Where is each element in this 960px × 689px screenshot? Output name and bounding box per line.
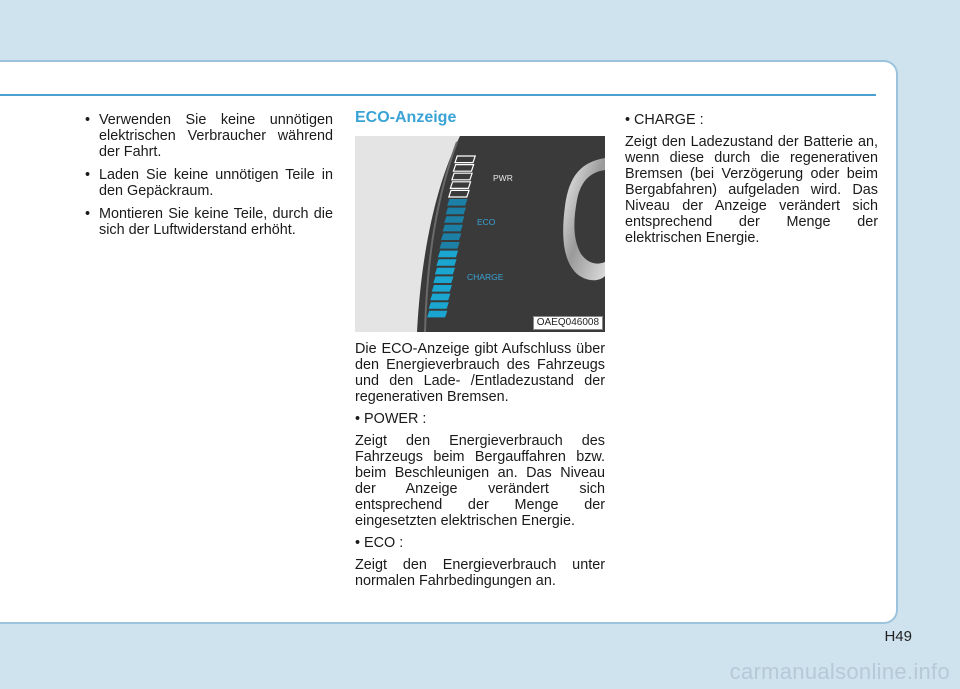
header-rule — [0, 94, 876, 96]
pwr-label: PWR — [493, 173, 513, 183]
list-item: • Laden Sie keine unnötigen Teile in den Gepäckraum. — [75, 167, 333, 199]
right-column — [625, 112, 878, 252]
gauge-bar-segment — [441, 233, 461, 240]
power-label: • POWER : — [355, 411, 427, 427]
charge-description: Zeigt den Ladezustand der Batterie an, wenn diese durch die regenerativen Bremsen (bei Verzögerung oder beim Bergabfahren) aufgeladen wird. Das Niveau der Anzeige verändert sich entsprechend der Menge der elektrischen Energie. — [625, 134, 878, 246]
gauge-bar-segment — [446, 208, 466, 215]
intro-paragraph: Die ECO-Anzeige gibt Aufschluss über den Energieverbrauch des Fahrzeugs und den Lade- /Entladezustand der regenerativen Bremsen. — [355, 341, 605, 405]
eco-label: • ECO : — [355, 535, 404, 551]
gauge-bar-segment — [438, 251, 458, 258]
middle-column — [355, 110, 605, 595]
page-number: H49 — [884, 628, 912, 645]
manual-page — [0, 60, 898, 624]
eco-gauge-illustration — [355, 136, 605, 332]
section-heading: ECO-Anzeige — [355, 109, 457, 126]
figure-code: OAEQ046008 — [533, 316, 603, 330]
eco-label: ECO — [477, 217, 496, 227]
power-description: Zeigt den Energieverbrauch des Fahrzeugs beim Bergauffahren bzw. beim Beschleunigen an. Das Niveau der Anzeige verändert sich entsprechend der Menge der eingesetzten elektrischen Energie. — [355, 433, 605, 529]
gauge-bar-segment — [429, 302, 449, 309]
eco-description: Zeigt den Energieverbrauch unter normalen Fahrbedingungen an. — [355, 557, 605, 589]
gauge-bar-segment — [435, 268, 455, 275]
gauge-bar-segment — [433, 276, 453, 283]
list-item: • Verwenden Sie keine unnötigen elektrischen Verbraucher während der Fahrt. — [75, 112, 333, 160]
left-column — [75, 112, 333, 245]
charge-label: CHARGE — [467, 272, 504, 282]
gauge-bar-segment — [432, 285, 452, 292]
watermark: carmanualsonline.info — [729, 659, 950, 684]
list-item: • Montieren Sie keine Teile, durch die sich der Luftwiderstand erhöht. — [75, 206, 333, 238]
gauge-bar-segment — [440, 242, 460, 249]
eco-gauge-figure — [355, 136, 605, 332]
gauge-bar-segment — [443, 225, 463, 232]
gauge-bar-segment — [444, 216, 464, 223]
gauge-bar-segment — [436, 259, 456, 266]
gauge-bar-segment — [447, 199, 467, 206]
charge-label: • CHARGE : — [625, 112, 704, 128]
gauge-bar-segment — [430, 294, 450, 301]
tips-list — [75, 112, 333, 238]
gauge-bar-segment — [427, 311, 447, 318]
